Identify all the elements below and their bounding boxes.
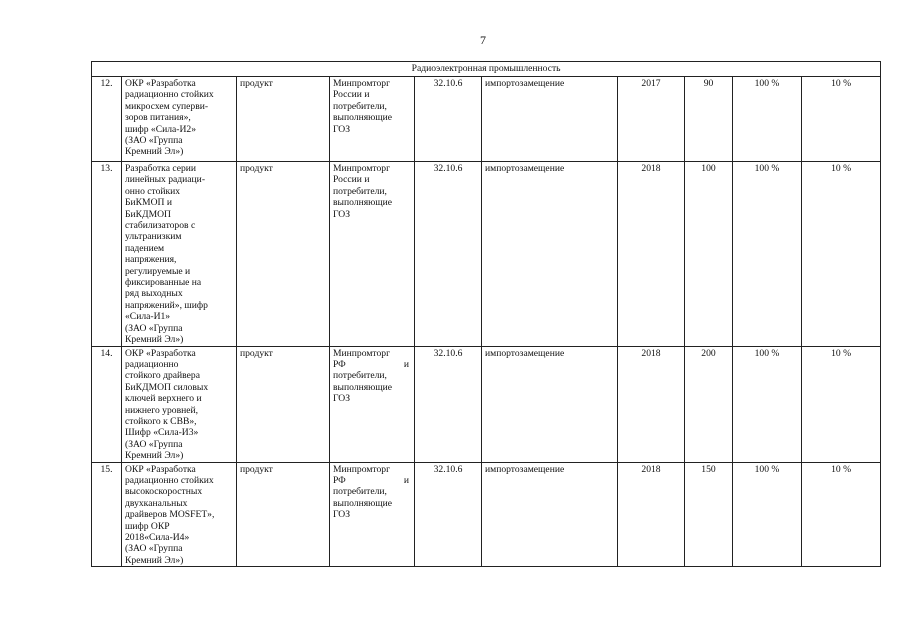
section-header-row (92, 62, 881, 77)
year: 2018 (618, 346, 685, 462)
percent-localization: 100 % (733, 346, 802, 462)
percent-localization: 100 % (733, 462, 802, 567)
percent-share: 10 % (802, 162, 881, 347)
customer-and: и (403, 474, 409, 486)
product-table (91, 61, 881, 567)
section-title: Радиоэлектронная промышленность (92, 62, 881, 77)
result-type: продукт (237, 346, 330, 462)
row-number: 12. (92, 77, 122, 162)
table-row (92, 77, 881, 162)
quantity: 100 (685, 162, 733, 347)
percent-localization: 100 % (733, 162, 802, 347)
quantity: 200 (685, 346, 733, 462)
percent-share: 10 % (802, 462, 881, 567)
table-row (92, 162, 881, 347)
quantity: 150 (685, 462, 733, 567)
row-number: 15. (92, 462, 122, 567)
year: 2018 (618, 462, 685, 567)
okpd-code: 32.10.6 (415, 346, 482, 462)
customer-rf: РФ (333, 474, 346, 486)
goal: импортозамещение (482, 162, 618, 347)
customer-line (333, 475, 411, 486)
row-number: 13. (92, 162, 122, 347)
customer-line: Минпромторг (333, 347, 391, 359)
goal: импортозамещение (482, 462, 618, 567)
page-number: 7 (480, 33, 486, 47)
year: 2017 (618, 77, 685, 162)
quantity: 90 (685, 77, 733, 162)
project-name: ОКР «Разработка радиационно стойких высокоскоростных двухканальных драйверов MOSFET», шифр ОКР 2018«Сила-И4» (ЗАО «Группа Кремний Эл») (122, 462, 237, 567)
okpd-code: 32.10.6 (415, 77, 482, 162)
result-type: продукт (237, 77, 330, 162)
customer-line: Минпромторг (333, 463, 391, 475)
customer: Минпромторг России и потребители, выполняющие ГОЗ (330, 77, 415, 162)
percent-share: 10 % (802, 346, 881, 462)
goal: импортозамещение (482, 346, 618, 462)
goal: импортозамещение (482, 77, 618, 162)
customer-rf: РФ (333, 358, 346, 370)
project-name: Разработка серии линейных радиаци- онно стойких БиКМОП и БиКДМОП стабилизаторов с ультранизким падением напряжения, регулируемые и фиксированные на ряд выходных напряжений», шифр «Сила-И1» (ЗАО «Группа Кремний Эл») (122, 162, 237, 347)
customer-line (333, 359, 411, 370)
result-type: продукт (237, 462, 330, 567)
table-row (92, 462, 881, 567)
customer (330, 346, 415, 462)
project-name: ОКР «Разработка радиационно стойкого драйвера БиКДМОП силовых ключей верхнего и нижнего уровней, стойкого к СВВ», Шифр «Сила-И3» (ЗАО «Группа Кремний Эл») (122, 346, 237, 462)
okpd-code: 32.10.6 (415, 162, 482, 347)
row-number: 14. (92, 346, 122, 462)
customer (330, 462, 415, 567)
customer-rest: потребители, выполняющие ГОЗ (333, 486, 393, 521)
customer: Минпромторг России и потребители, выполняющие ГОЗ (330, 162, 415, 347)
project-name: ОКР «Разработка радиационно стойких микросхем суперви- зоров питания», шифр «Сила-И2» (ЗАО «Группа Кремний Эл») (122, 77, 237, 162)
year: 2018 (618, 162, 685, 347)
customer-rest: потребители, выполняющие ГОЗ (333, 370, 393, 405)
customer-and: и (403, 358, 409, 370)
okpd-code: 32.10.6 (415, 462, 482, 567)
result-type: продукт (237, 162, 330, 347)
table-row (92, 346, 881, 462)
percent-share: 10 % (802, 77, 881, 162)
percent-localization: 100 % (733, 77, 802, 162)
